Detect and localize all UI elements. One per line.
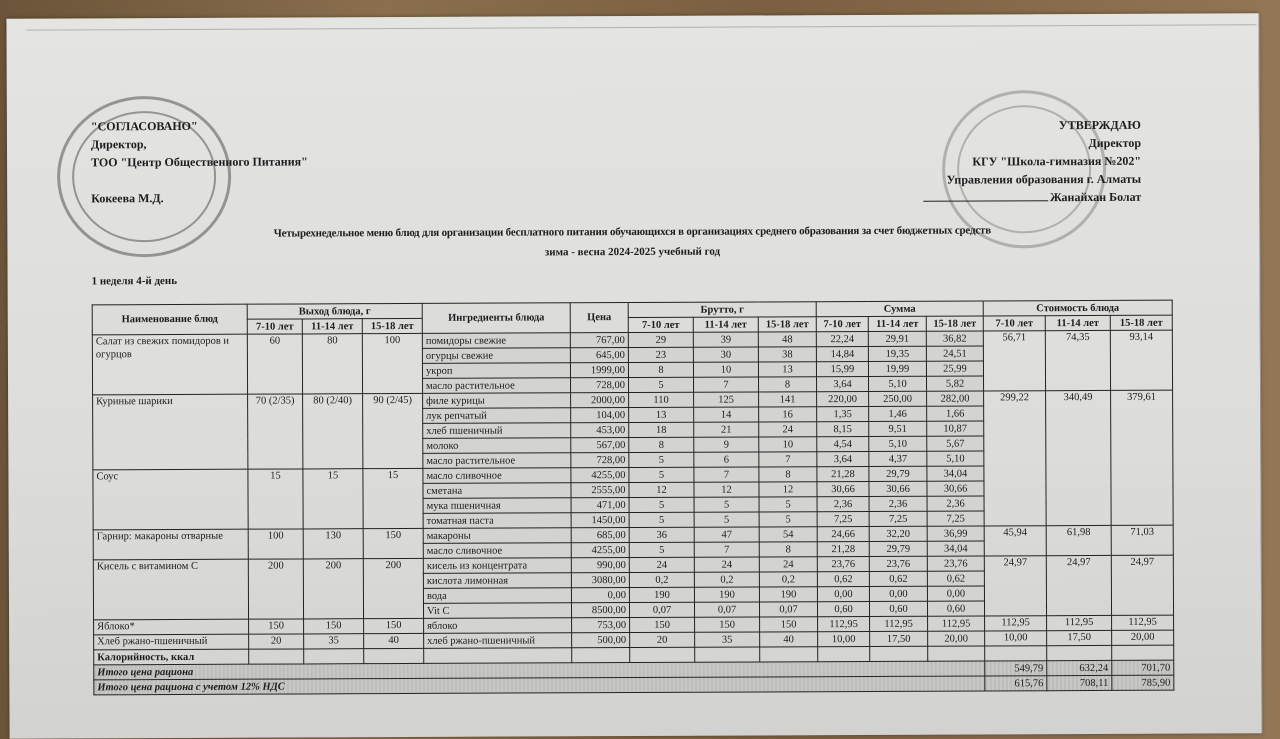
- ingredient-sum: 29,91: [868, 331, 926, 346]
- ingredient-price: 685,00: [571, 528, 629, 543]
- ingredient-sum: 220,00: [817, 391, 869, 406]
- ingredient-brutto: 0,2: [759, 572, 817, 587]
- ingredient-price: 4255,00: [571, 543, 629, 558]
- ingredient-brutto: 8: [628, 362, 693, 377]
- approval-right-title: УТВЕРЖДАЮ: [1058, 117, 1141, 133]
- dish-name: Соус: [93, 469, 248, 530]
- ingredient-price: 990,00: [571, 558, 629, 573]
- dish-yield: 60: [247, 334, 302, 394]
- approval-block-right: [923, 116, 1142, 207]
- total-vat-value: 785,90: [1112, 675, 1174, 690]
- header-yield: Выход блюда, г: [247, 303, 422, 319]
- ingredient-brutto: 5: [759, 512, 817, 527]
- ingredient-brutto: 16: [759, 407, 817, 422]
- ingredient-sum: 5,10: [869, 436, 927, 451]
- total-label: Итого цена рациона: [94, 661, 985, 680]
- approval-left-position: Директор,: [90, 137, 147, 152]
- total-vat-value: 615,76: [985, 676, 1047, 691]
- ingredient-sum: 0,62: [927, 571, 984, 586]
- ingredient-sum: 112,95: [870, 616, 928, 631]
- ingredient-brutto: 24: [629, 557, 694, 572]
- ingredient-sum: 5,82: [927, 376, 984, 391]
- total-value: 549,79: [985, 661, 1047, 676]
- ingredient-sum: 1,46: [869, 406, 927, 421]
- ingredient-price: 2000,00: [571, 393, 629, 408]
- ingredient-brutto: 9: [694, 437, 759, 452]
- ingredient-sum: 250,00: [869, 391, 927, 406]
- ingredient-brutto: 0,07: [629, 602, 694, 617]
- dish-yield: 15: [303, 469, 363, 529]
- ingredient-price: 0,00: [571, 588, 629, 603]
- ingredient-sum: 10,00: [818, 631, 870, 646]
- ingredient-price: 4255,00: [571, 468, 629, 483]
- ingredient-brutto: 0,07: [759, 602, 817, 617]
- ingredient-brutto: 150: [630, 617, 695, 632]
- approval-block-left: [91, 116, 308, 207]
- ingredient-sum: 4,37: [869, 451, 927, 466]
- ingredient-sum: 8,15: [817, 421, 869, 436]
- dish-cost: 45,94: [984, 526, 1046, 556]
- dish-cost: 71,03: [1111, 525, 1173, 555]
- header-age: 11-14 лет: [302, 319, 362, 334]
- dish-name: Куриные шарики: [93, 394, 248, 470]
- ingredient-sum: 21,28: [817, 466, 869, 481]
- ingredient-sum: 15,99: [816, 361, 868, 376]
- ingredient-price: 767,00: [570, 333, 628, 348]
- ingredient-brutto: 13: [758, 362, 816, 377]
- approval-right-org: КГУ "Школа-гимназия №202": [972, 153, 1142, 169]
- dish-name: Кисель с витамином С: [93, 559, 248, 620]
- header-age: 11-14 лет: [868, 316, 926, 331]
- dish-name: Хлеб ржано-пшеничный: [94, 634, 249, 650]
- ingredient-brutto: 0,2: [629, 572, 694, 587]
- ingredient-sum: 112,95: [818, 616, 870, 631]
- ingredient-sum: 36,82: [926, 331, 983, 346]
- ingredient-price: 728,00: [571, 378, 629, 393]
- header-age: 11-14 лет: [693, 317, 758, 332]
- ingredient-sum: 23,76: [927, 556, 984, 571]
- dish-yield: 130: [303, 529, 363, 559]
- ingredient-brutto: 5: [629, 452, 694, 467]
- ingredient-brutto: 54: [759, 527, 817, 542]
- ingredient-brutto: 125: [694, 392, 759, 407]
- ingredient-name: масло сливочное: [423, 468, 571, 484]
- ingredient-brutto: 7: [694, 542, 759, 557]
- dish-yield: 100: [362, 333, 422, 393]
- ingredient-sum: 7,25: [869, 511, 927, 526]
- dish-yield: 80 (2/40): [303, 394, 363, 469]
- dish-name: Яблоко*: [94, 619, 249, 635]
- ingredient-sum: 34,04: [927, 466, 984, 481]
- ingredient-brutto: 10: [759, 437, 817, 452]
- ingredient-sum: 4,54: [817, 436, 869, 451]
- dish-yield: 15: [248, 469, 303, 529]
- ingredient-sum: 5,67: [927, 436, 984, 451]
- ingredient-brutto: 20: [630, 632, 695, 647]
- ingredient-sum: 29,79: [869, 541, 927, 556]
- header-age: 7-10 лет: [983, 316, 1045, 331]
- ingredient-sum: 5,10: [869, 376, 927, 391]
- approval-right-dept: Управления образования г. Алматы: [946, 171, 1142, 187]
- ingredient-sum: 7,25: [927, 511, 984, 526]
- dish-cost: 299,22: [984, 391, 1047, 526]
- ingredient-sum: 10,87: [927, 421, 984, 436]
- header-price: Цена: [570, 303, 628, 333]
- ingredient-sum: 21,28: [817, 541, 869, 556]
- ingredient-sum: 19,99: [868, 361, 926, 376]
- ingredient-brutto: 21: [694, 422, 759, 437]
- ingredient-brutto: 6: [694, 452, 759, 467]
- ingredient-sum: 2,36: [927, 496, 984, 511]
- ingredient-brutto: 8: [759, 542, 817, 557]
- dish-yield: 70 (2/35): [248, 394, 303, 469]
- dish-yield: 150: [363, 528, 423, 558]
- ingredient-brutto: 7: [694, 377, 759, 392]
- header-cost: Стоимость блюда: [983, 300, 1172, 316]
- dish-yield: 200: [303, 559, 363, 619]
- approval-left-org: ТОО "Центр Общественного Питания": [91, 154, 308, 170]
- dish-yield: 90 (2/45): [363, 393, 423, 468]
- ingredient-sum: 0,60: [927, 601, 984, 616]
- approval-right-name: Жанайхан Болат: [1049, 189, 1142, 205]
- ingredient-name: кислота лимонная: [423, 573, 571, 589]
- header-age: 15-18 лет: [758, 317, 816, 332]
- approval-left-title: "СОГЛАСОВАНО": [90, 118, 198, 134]
- header-age: 15-18 лет: [1110, 315, 1172, 330]
- ingredient-brutto: 0,07: [694, 602, 759, 617]
- dish-name: Гарнир: макароны отварные: [93, 529, 248, 560]
- dish-yield: 80: [302, 334, 362, 394]
- dish-cost: 24,97: [984, 556, 1046, 616]
- ingredient-sum: 20,00: [928, 631, 985, 646]
- dish-yield: 150: [364, 618, 424, 633]
- ingredient-name: кисель из концентрата: [423, 558, 571, 574]
- ingredient-brutto: 12: [694, 482, 759, 497]
- ingredient-sum: 0,62: [817, 571, 869, 586]
- ingredient-name: яблоко: [424, 618, 572, 634]
- ingredient-name: масло растительное: [423, 453, 571, 469]
- ingredient-name: вода: [423, 588, 571, 604]
- ingredient-brutto: 8: [759, 467, 817, 482]
- ingredient-name: томатная паста: [423, 513, 571, 529]
- ingredient-brutto: 40: [760, 632, 818, 647]
- ingredient-name: филе курицы: [423, 393, 571, 409]
- document-page: [6, 13, 1261, 738]
- dish-yield: 15: [363, 468, 423, 528]
- ingredient-price: 3080,00: [571, 573, 629, 588]
- ingredient-name: хлеб пшеничный: [423, 423, 571, 439]
- ingredient-name: огурцы свежие: [422, 348, 570, 364]
- dish-cost: 112,95: [1047, 615, 1112, 630]
- header-age: 15-18 лет: [926, 316, 983, 331]
- ingredient-brutto: 190: [694, 587, 759, 602]
- ingredient-sum: 24,66: [817, 526, 869, 541]
- ingredient-brutto: 18: [629, 422, 694, 437]
- ingredient-sum: 0,60: [817, 601, 869, 616]
- header-brutto: Брутто, г: [628, 302, 816, 318]
- ingredient-sum: 30,66: [869, 481, 927, 496]
- ingredient-brutto: 12: [759, 482, 817, 497]
- ingredient-name: хлеб ржано-пшеничный: [424, 633, 572, 649]
- ingredient-price: 104,00: [571, 408, 629, 423]
- ingredient-sum: 1,35: [817, 406, 869, 421]
- dish-cost: 24,97: [1046, 555, 1111, 615]
- ingredient-sum: 3,64: [817, 451, 869, 466]
- approval-right-position: Директор: [1088, 135, 1142, 151]
- ingredient-sum: 9,51: [869, 421, 927, 436]
- ingredient-brutto: 14: [694, 407, 759, 422]
- ingredient-name: помидоры свежие: [422, 333, 570, 349]
- dish-cost: 112,95: [1112, 615, 1174, 630]
- ingredient-name: макароны: [423, 528, 571, 544]
- ingredient-sum: 282,00: [927, 391, 984, 406]
- ingredient-brutto: 35: [695, 632, 760, 647]
- ingredient-sum: 3,64: [817, 376, 869, 391]
- ingredient-name: сметана: [423, 483, 571, 499]
- week-day-label: 1 неделя 4-й день: [91, 274, 178, 288]
- menu-table: [92, 300, 1175, 696]
- ingredient-brutto: 24: [694, 557, 759, 572]
- header-age: 7-10 лет: [247, 319, 302, 334]
- total-value: 632,24: [1047, 660, 1112, 675]
- ingredient-name: масло сливочное: [423, 543, 571, 559]
- dish-yield: 35: [304, 634, 364, 649]
- ingredient-sum: 17,50: [870, 631, 928, 646]
- ingredient-brutto: 110: [629, 392, 694, 407]
- ingredient-sum: 1,66: [927, 406, 984, 421]
- ingredient-sum: 0,60: [869, 601, 927, 616]
- ingredient-sum: 112,95: [928, 616, 985, 631]
- ingredient-name: лук репчатый: [423, 408, 571, 424]
- dish-cost: 17,50: [1047, 630, 1112, 645]
- ingredient-brutto: 5: [629, 542, 694, 557]
- ingredient-price: 567,00: [571, 438, 629, 453]
- page-margin-line: [1258, 13, 1262, 733]
- ingredient-sum: 29,79: [869, 466, 927, 481]
- ingredient-brutto: 150: [695, 617, 760, 632]
- signature-line: [923, 200, 1048, 202]
- approval-left-name: Кокеева М.Д.: [91, 191, 164, 206]
- ingredient-brutto: 30: [693, 347, 758, 362]
- dish-cost: 24,97: [1111, 555, 1173, 615]
- ingredient-sum: 34,04: [927, 541, 984, 556]
- ingredient-sum: 23,76: [869, 556, 927, 571]
- paper-edge: [26, 24, 1256, 30]
- ingredient-brutto: 190: [629, 587, 694, 602]
- ingredient-brutto: 24: [759, 422, 817, 437]
- ingredient-price: 453,00: [571, 423, 629, 438]
- dish-yield: 150: [249, 619, 304, 634]
- dish-yield: 20: [249, 634, 304, 649]
- ingredient-sum: 0,00: [927, 586, 984, 601]
- header-dish: Наименование блюд: [92, 304, 247, 335]
- ingredient-sum: 30,66: [927, 481, 984, 496]
- dish-yield: 150: [304, 619, 364, 634]
- ingredient-price: 2555,00: [571, 483, 629, 498]
- ingredient-brutto: 7: [759, 452, 817, 467]
- ingredient-brutto: 38: [758, 347, 816, 362]
- dish-name: Салат из свежих помидоров и огурцов: [92, 334, 247, 395]
- dish-cost: 93,14: [1110, 330, 1172, 390]
- ingredient-price: 1450,00: [571, 513, 629, 528]
- ingredient-sum: 7,25: [817, 511, 869, 526]
- ingredient-price: 728,00: [571, 453, 629, 468]
- ingredient-brutto: 5: [629, 467, 694, 482]
- ingredient-name: Vit C: [423, 603, 571, 619]
- ingredient-sum: 0,00: [817, 586, 869, 601]
- ingredient-brutto: 190: [759, 587, 817, 602]
- ingredient-brutto: 8: [629, 437, 694, 452]
- dish-yield: 200: [363, 558, 423, 618]
- ingredient-sum: 2,36: [869, 496, 927, 511]
- ingredient-brutto: 23: [628, 347, 693, 362]
- ingredient-name: мука пшеничная: [423, 498, 571, 514]
- ingredient-brutto: 5: [629, 377, 694, 392]
- header-age: 11-14 лет: [1045, 315, 1110, 330]
- dish-yield: 200: [248, 559, 303, 619]
- ingredient-sum: 25,99: [926, 361, 983, 376]
- ingredient-brutto: 5: [629, 512, 694, 527]
- dish-cost: 61,98: [1046, 525, 1111, 555]
- menu-body: [92, 330, 1173, 650]
- document-subtitle: зима - весна 2024-2025 учебный год: [544, 245, 721, 259]
- header-age: 7-10 лет: [816, 316, 868, 331]
- ingredient-brutto: 36: [629, 527, 694, 542]
- ingredient-brutto: 5: [759, 497, 817, 512]
- ingredient-brutto: 7: [694, 467, 759, 482]
- ingredient-sum: 2,36: [817, 496, 869, 511]
- ingredient-brutto: 47: [694, 527, 759, 542]
- ingredient-price: 471,00: [571, 498, 629, 513]
- dish-cost: 112,95: [985, 616, 1047, 631]
- header-ingredients: Ингредиенты блюда: [422, 303, 570, 334]
- dish-cost: 20,00: [1112, 630, 1174, 645]
- ingredient-brutto: 10: [693, 362, 758, 377]
- ingredient-brutto: 150: [760, 617, 818, 632]
- ingredient-price: 753,00: [572, 618, 630, 633]
- ingredient-price: 8500,00: [571, 603, 629, 618]
- header-sum: Сумма: [816, 301, 983, 317]
- ingredient-name: масло растительное: [423, 378, 571, 394]
- calories-label: Калорийность, ккал: [94, 649, 249, 665]
- ingredient-price: 1999,00: [570, 363, 628, 378]
- dish-yield: 100: [248, 529, 303, 559]
- dish-cost: 10,00: [985, 631, 1047, 646]
- ingredient-name: укроп: [422, 363, 570, 379]
- total-value: 701,70: [1112, 660, 1174, 675]
- ingredient-sum: 0,62: [869, 571, 927, 586]
- ingredient-sum: 32,20: [869, 526, 927, 541]
- ingredient-sum: 36,99: [927, 526, 984, 541]
- ingredient-name: молоко: [423, 438, 571, 454]
- header-age: 15-18 лет: [362, 318, 422, 333]
- total-vat-label: Итого цена рациона с учетом 12% НДС: [94, 676, 985, 695]
- ingredient-sum: 23,76: [817, 556, 869, 571]
- dish-cost: 56,71: [983, 331, 1045, 391]
- ingredient-sum: 24,51: [926, 346, 983, 361]
- dish-cost: 379,61: [1111, 390, 1174, 525]
- ingredient-price: 500,00: [572, 633, 630, 648]
- ingredient-sum: 14,84: [816, 346, 868, 361]
- ingredient-brutto: 39: [693, 332, 758, 347]
- dish-cost: 340,49: [1046, 390, 1112, 525]
- ingredient-sum: 0,00: [869, 586, 927, 601]
- ingredient-brutto: 5: [694, 512, 759, 527]
- ingredient-brutto: 8: [759, 377, 817, 392]
- ingredient-brutto: 141: [759, 392, 817, 407]
- header-age: 7-10 лет: [628, 317, 693, 332]
- ingredient-sum: 22,24: [816, 331, 868, 346]
- ingredient-sum: 19,35: [868, 346, 926, 361]
- ingredient-sum: 30,66: [817, 481, 869, 496]
- dish-cost: 74,35: [1045, 330, 1110, 390]
- ingredient-brutto: 24: [759, 557, 817, 572]
- ingredient-brutto: 12: [629, 482, 694, 497]
- ingredient-brutto: 29: [628, 332, 693, 347]
- ingredient-sum: 5,10: [927, 451, 984, 466]
- total-vat-value: 708,11: [1047, 675, 1112, 690]
- dish-yield: 40: [364, 633, 424, 648]
- ingredient-brutto: 13: [629, 407, 694, 422]
- ingredient-brutto: 0,2: [694, 572, 759, 587]
- ingredient-brutto: 5: [694, 497, 759, 512]
- document-title: Четырехнедельное меню блюд для организации бесплатного питания обучающихся в организациях среднего образования за счет бюджетных средств: [273, 224, 991, 240]
- ingredient-price: 645,00: [570, 348, 628, 363]
- ingredient-brutto: 48: [758, 332, 816, 347]
- ingredient-brutto: 5: [629, 497, 694, 512]
